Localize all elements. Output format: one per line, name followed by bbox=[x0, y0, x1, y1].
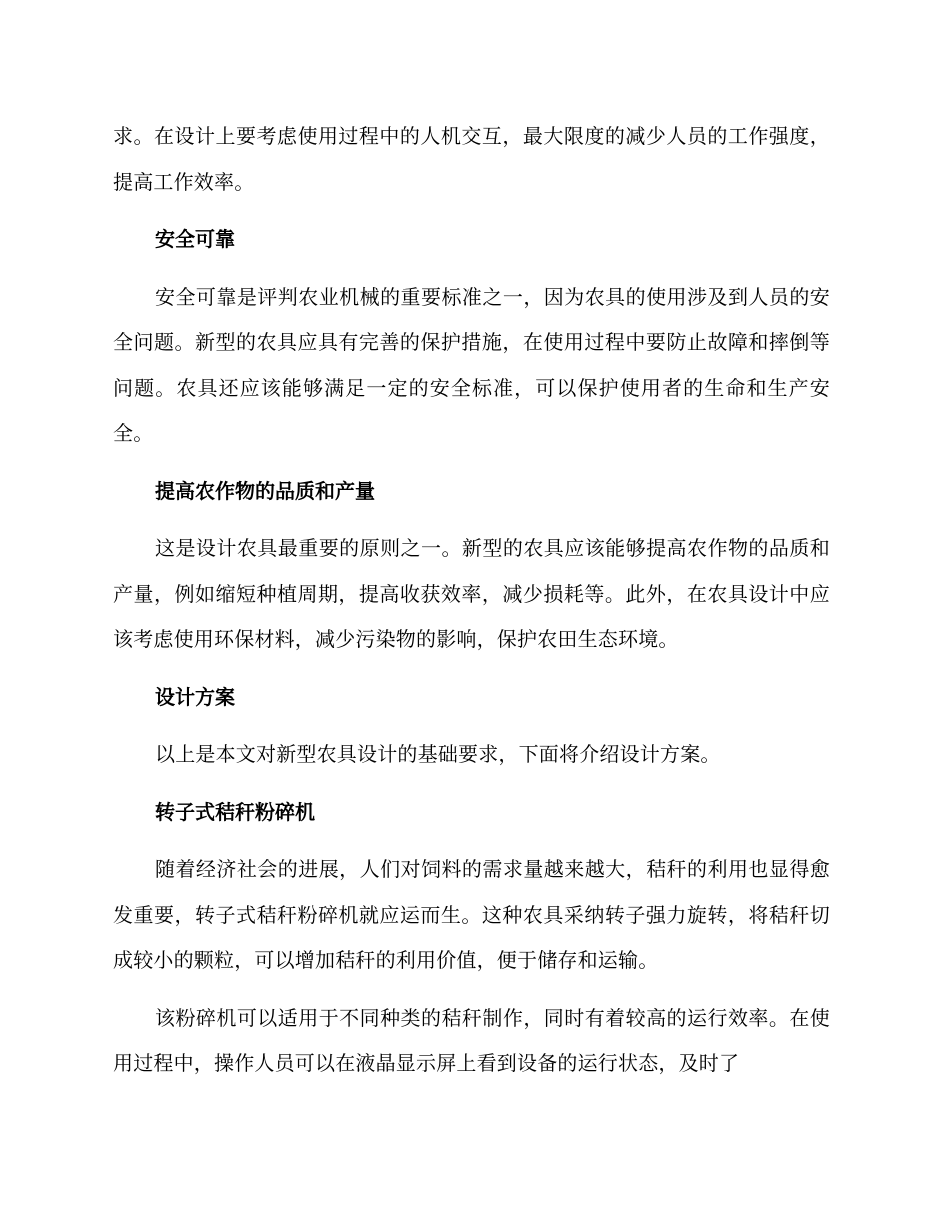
paragraph-rotor-crusher-usage: 该粉碎机可以适用于不同种类的秸秆制作，同时有着较高的运行效率。在使用过程中，操作人员可以在液晶显示屏上看到设备的运行状态，及时了 bbox=[113, 1005, 830, 1075]
section-heading-quality-yield: 提高农作物的品质和产量 bbox=[155, 478, 375, 503]
paragraph-rotor-crusher-intro: 随着经济社会的进展，人们对饲料的需求量越来越大，秸秆的利用也显得愈发重要，转子式秸秆粉碎机就应运而生。这种农具采纳转子强力旋转，将秸秆切成较小的颗粒，可以增加秸秆的利用价值，便于储存和运输。 bbox=[113, 857, 830, 972]
document-page bbox=[113, 114, 830, 1087]
section-heading-design-plan: 设计方案 bbox=[155, 684, 235, 709]
paragraph-continued: 求。在设计上要考虑使用过程中的人机交互，最大限度的减少人员的工作强度，提高工作效率。 bbox=[113, 124, 830, 194]
paragraph-quality-yield: 这是设计农具最重要的原则之一。新型的农具应该能够提高农作物的品质和产量，例如缩短种植周期，提高收获效率，减少损耗等。此外，在农具设计中应该考虑使用环保材料，减少污染物的影响，保护农田生态环境。 bbox=[113, 536, 830, 651]
paragraph-design-plan: 以上是本文对新型农具设计的基础要求，下面将介绍设计方案。 bbox=[155, 742, 721, 766]
section-heading-safety: 安全可靠 bbox=[155, 227, 235, 251]
section-heading-rotor-crusher: 转子式秸秆粉碎机 bbox=[155, 799, 315, 824]
paragraph-safety: 安全可靠是评判农业机械的重要标准之一，因为农具的使用涉及到人员的安全问题。新型的农具应具有完善的保护措施，在使用过程中要防止故障和摔倒等问题。农具还应该能够满足一定的安全标准，可以保护使用者的生命和生产安全。 bbox=[113, 284, 830, 445]
